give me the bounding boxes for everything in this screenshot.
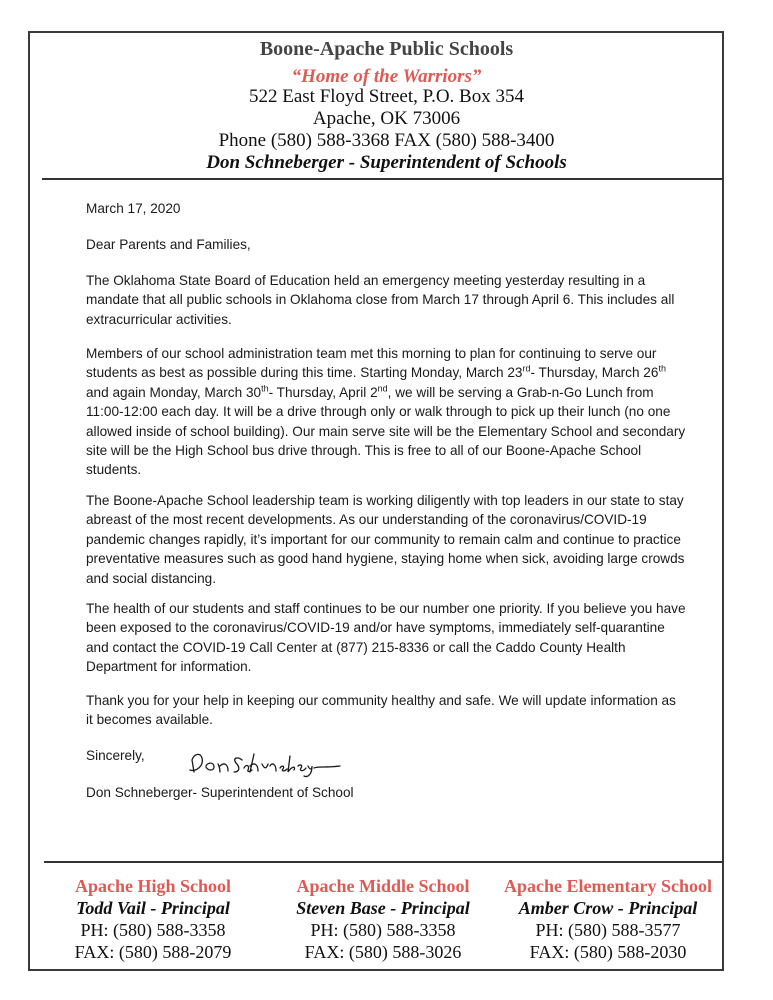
handwritten-signature <box>184 746 344 780</box>
footer-phone: PH: (580) 588-3358 <box>310 920 456 940</box>
address-line-1: 522 East Floyd Street, P.O. Box 354 <box>249 86 524 107</box>
footer-fax: FAX: (580) 588-3026 <box>304 942 462 962</box>
p2-text-a: Members of our school administration team met this morning to plan for continuing to serve our students as best as possible during this time. Starting Monday, March 23 <box>86 346 657 381</box>
address-line-2: Apache, OK 73006 <box>312 108 461 129</box>
footer-phone: PH: (580) 588-3358 <box>80 920 226 940</box>
letter-greeting: Dear Parents and Families, <box>86 237 251 252</box>
school-motto: “Home of the Warriors” <box>291 66 482 87</box>
footer-principal: Steven Base - Principal <box>296 898 470 918</box>
footer-middle-school <box>278 875 488 963</box>
footer-school-name: Apache High School <box>74 876 232 896</box>
footer-school-name: Apache Elementary School <box>504 876 712 896</box>
letterhead-divider <box>42 178 724 180</box>
paragraph-thank-you: Thank you for your help in keeping our community healthy and safe. We will update information as it becomes available. <box>86 693 676 728</box>
letter-closing: Sincerely, <box>86 748 145 763</box>
p2-text-c: and again Monday, March 30 <box>86 384 262 400</box>
p2-sup-2: th <box>658 363 666 374</box>
footer-phone: PH: (580) 588-3577 <box>535 920 681 940</box>
p2-sup-3: th <box>261 383 269 394</box>
superintendent-line: Don Schneberger - Superintendent of Schools <box>206 152 567 173</box>
paragraph-closure-mandate: The Oklahoma State Board of Education held an emergency meeting yesterday resulting in a mandate that all public schools in Oklahoma close from March 17 through April 6. This includes all extracurricular activities. <box>86 273 675 327</box>
school-name: Boone-Apache Public Schools <box>259 38 514 60</box>
footer-principal: Amber Crow - Principal <box>518 898 698 918</box>
footer-high-school <box>48 875 258 963</box>
phone-fax: Phone (580) 588-3368 FAX (580) 588-3400 <box>218 130 555 151</box>
footer-school-name: Apache Middle School <box>296 876 470 896</box>
p2-sup-1: rd <box>522 363 531 374</box>
signer-name: Don Schneberger- Superintendent of School <box>86 785 354 800</box>
p2-text-d: - Thursday, April 2 <box>268 384 378 400</box>
p2-text-b: - Thursday, March 26 <box>530 365 659 381</box>
footer-divider <box>44 861 724 863</box>
paragraph-health-priority: The health of our students and staff continues to be our number one priority. If you believe you have been exposed to the coronavirus/COVID-19 and/or have symptoms, immediately self-quarantine and contact the COVID-19 Call Center at (877) 215-8336 or call the Caddo County Health Department for information. <box>86 601 686 675</box>
paragraph-leadership-team: The Boone-Apache School leadership team is working diligently with top leaders in our state to stay abreast of the most recent developments. As our understanding of the coronavirus/COVID-19 pandemic changes rapidly, it’s important for our community to remain calm and continue to practice preventative measures such as good hand hygiene, staying home when sick, avoiding large crowds and social distancing. <box>86 493 685 586</box>
footer-fax: FAX: (580) 588-2079 <box>74 942 232 962</box>
p2-text-e: , we will be serving a Grab-n-Go Lunch from 11:00-12:00 each day. It will be a drive through only or walk through to pick up their lunch (no one allowed inside of school building). Our main serve site will be the Elementary School and secondary site will be the High School bus drive through. This is free to all of our Boone-Apache School students. <box>86 384 686 478</box>
letter-date: March 17, 2020 <box>86 201 181 216</box>
footer-principal: Todd Vail - Principal <box>76 898 230 918</box>
p2-sup-4: nd <box>377 383 388 394</box>
footer-fax: FAX: (580) 588-2030 <box>529 942 687 962</box>
paragraph-grab-n-go-lunch <box>86 344 686 480</box>
footer-elementary-school <box>498 875 718 963</box>
